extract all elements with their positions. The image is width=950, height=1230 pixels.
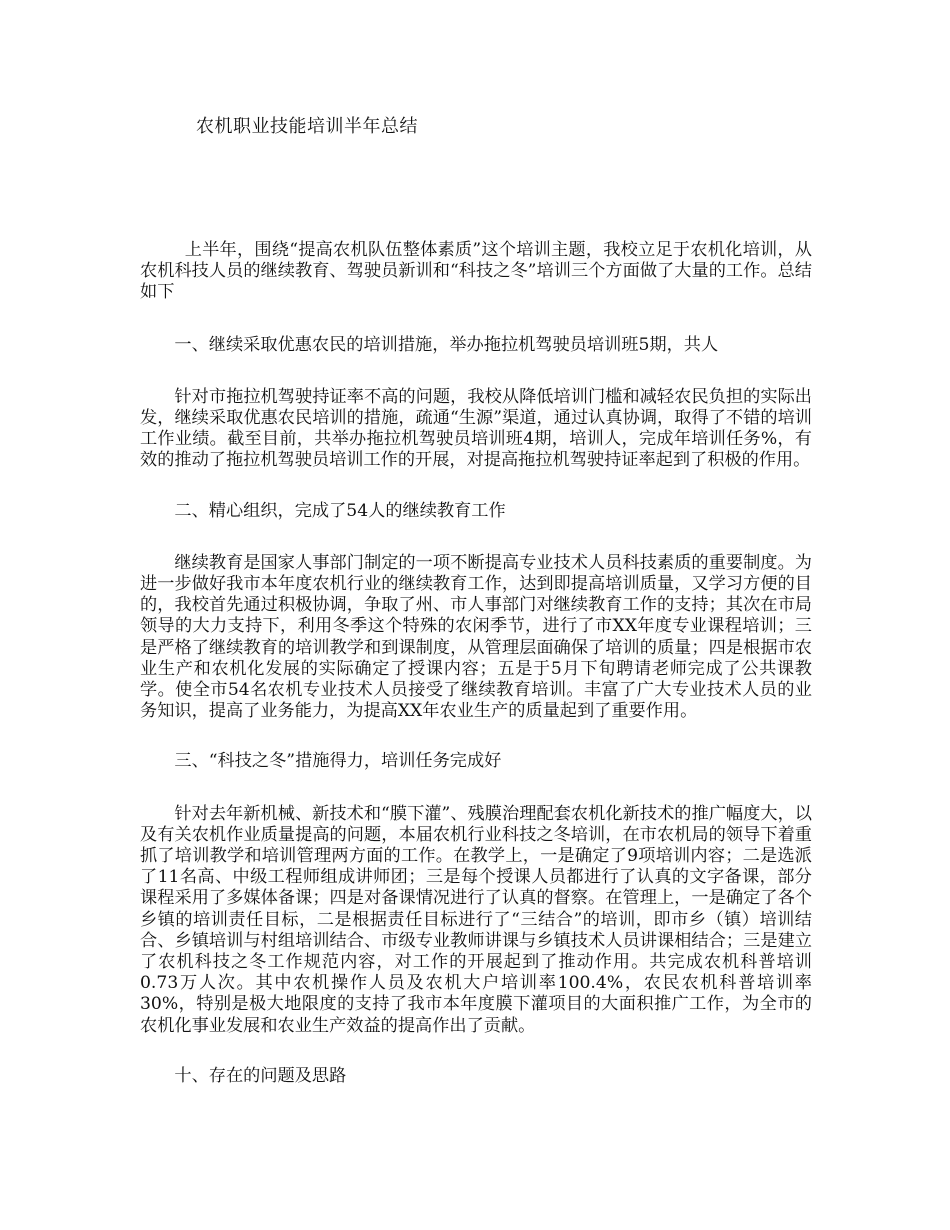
intro-paragraph: 上半年，围绕“提高农机队伍整体素质”这个培训主题，我校立足于农机化培训，从农机科技人员的继续教育、驾驶员新训和“科技之冬”培训三个方面做了大量的工作。总结如下 [140, 240, 812, 303]
section-4-heading: 十、存在的问题及思路 [174, 1065, 347, 1086]
document-body [140, 240, 812, 1087]
section-1-paragraph: 针对市拖拉机驾驶持证率不高的问题，我校从降低培训门槛和减轻农民负担的实际出发，继续采取优惠农民培训的措施，疏通“生源”渠道，通过认真协调，取得了不错的培训工作业绩。截至目前，共举办拖拉机驾驶员培训班4期，培训人，完成年培训任务%，有效的推动了拖拉机驾驶员培训工作的开展，对提高拖拉机驾驶持证率起到了积极的作用。 [140, 386, 812, 471]
section-2-heading: 二、精心组织，完成了54人的继续教育工作 [174, 500, 506, 521]
section-1-heading: 一、继续采取优惠农民的培训措施，举办拖拉机驾驶员培训班5期，共人 [174, 334, 719, 355]
section-3-heading: 三、“科技之冬”措施得力，培训任务完成好 [174, 751, 502, 772]
document-title: 农机职业技能培训半年总结 [196, 116, 418, 137]
section-3-paragraph: 针对去年新机械、新技术和“膜下灌”、残膜治理配套农机化新技术的推广幅度大，以及有关农机作业质量提高的问题，本届农机行业科技之冬培训，在市农机局的领导下着重抓了培训教学和培训管理两方面的工作。在教学上，一是确定了9项培训内容；二是选派了11名高、中级工程师组成讲师团；三是每个授课人员都进行了认真的文字备课，部分课程采用了多媒体备课；四是对备课情况进行了认真的督察。在管理上，一是确定了各个乡镇的培训责任目标，二是根据责任目标进行了“三结合”的培训，即市乡（镇）培训结合、乡镇培训与村组培训结合、市级专业教师讲课与乡镇技术人员讲课相结合；三是建立了农机科技之冬工作规范内容，对工作的开展起到了推动作用。共完成农机科普培训0.73万人次。其中农机操作人员及农机大户培训率100.4%，农民农机科普培训率30%，特别是极大地限度的支持了我市本年度膜下灌项目的大面积推广工作，为全市的农机化事业发展和农业生产效益的提高作出了贡献。 [140, 803, 812, 1036]
section-2-paragraph: 继续教育是国家人事部门制定的一项不断提高专业技术人员科技素质的重要制度。为进一步做好我市本年度农机行业的继续教育工作，达到即提高培训质量，又学习方便的目的，我校首先通过积极协调，争取了州、市人事部门对继续教育工作的支持；其次在市局领导的大力支持下，利用冬季这个特殊的农闲季节，进行了市XX年度专业课程培训；三是严格了继续教育的培训教学和到课制度，从管理层面确保了培训的质量；四是根据市农业生产和农机化发展的实际确定了授课内容；五是于5月下旬聘请老师完成了公共课教学。使全市54名农机专业技术人员接受了继续教育培训。丰富了广大专业技术人员的业务知识，提高了业务能力，为提高XX年农业生产的质量起到了重要作用。 [140, 552, 812, 722]
